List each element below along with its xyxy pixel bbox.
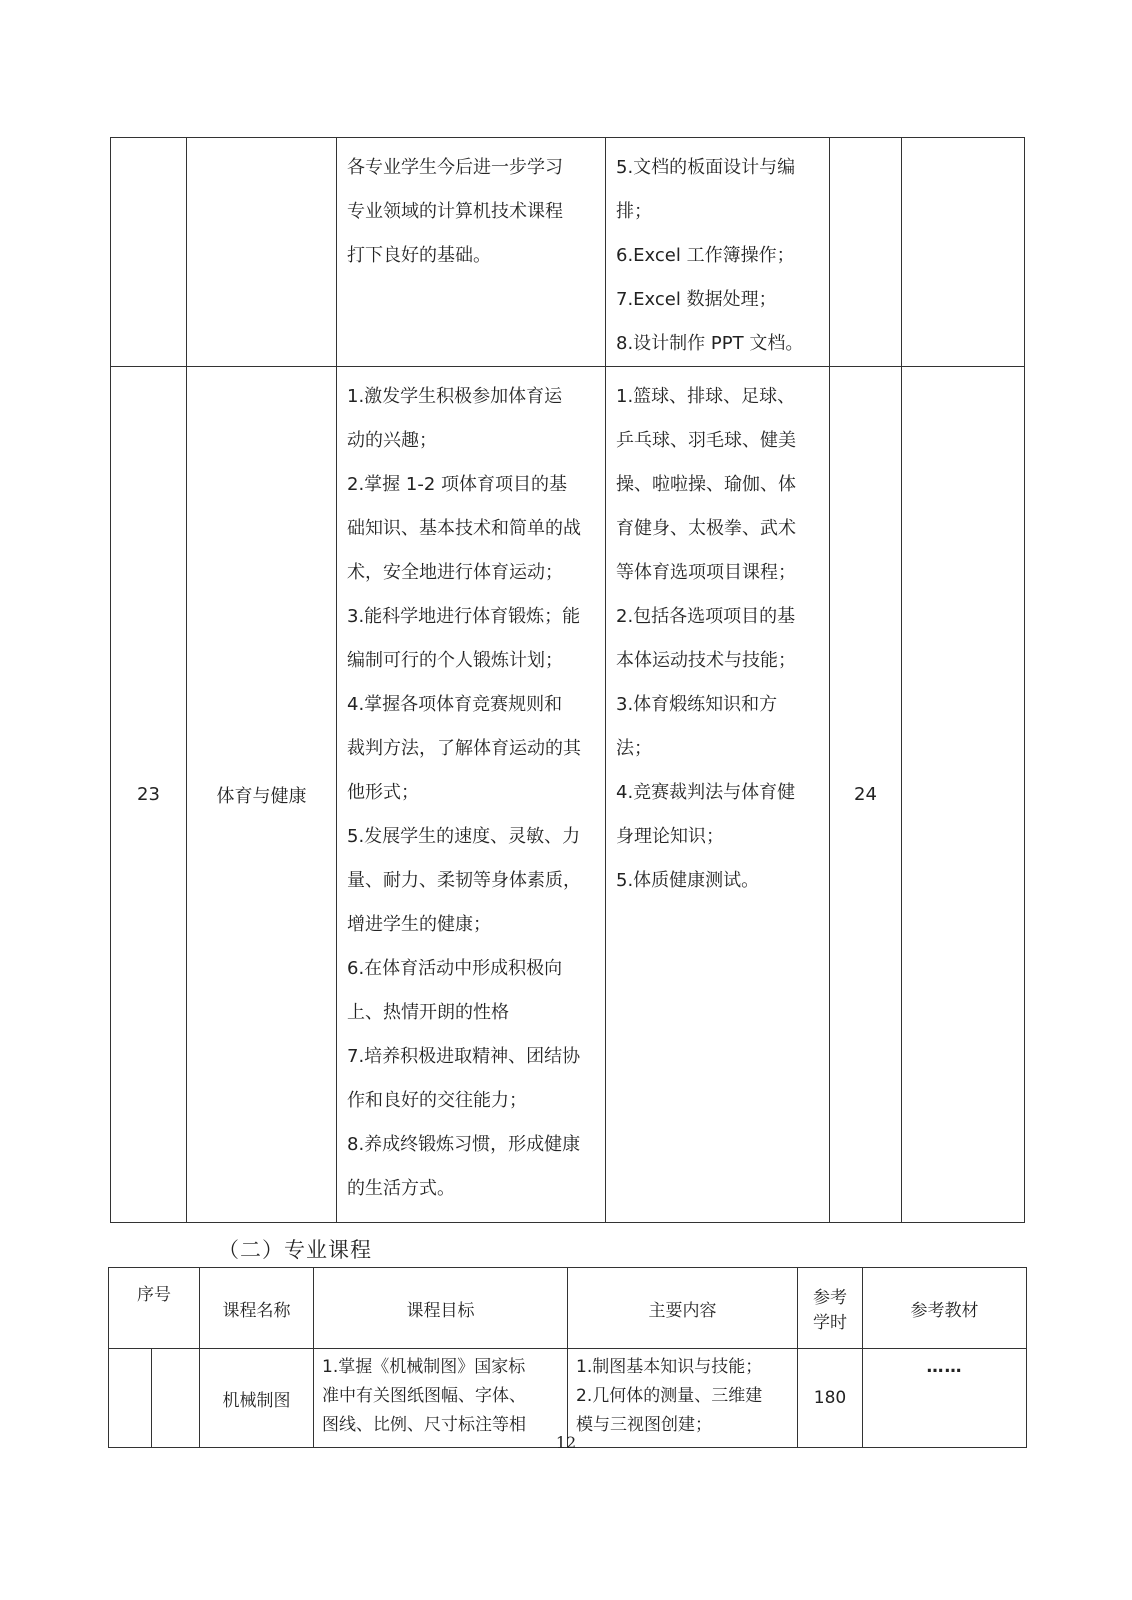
course-name-cell: 体育与健康 — [187, 367, 337, 1223]
text-line: 1.篮球、排球、足球、 — [616, 386, 796, 407]
text-line: 1.激发学生积极参加体育运 — [347, 386, 563, 407]
text-line: 3.体育煅练知识和方 — [616, 694, 778, 715]
table-header-row — [109, 1268, 1027, 1349]
text-line: 等体育选项项目课程； — [616, 562, 796, 583]
text-line: 模与三视图创建； — [576, 1415, 712, 1435]
text-line: 动的兴趣； — [347, 430, 437, 451]
header-hours-line2: 学时 — [813, 1313, 847, 1333]
text-line: 打下良好的基础。 — [347, 245, 491, 266]
text-line: 乒乓球、羽毛球、健美 — [616, 430, 796, 451]
content-cell — [606, 138, 830, 367]
hours-cell: 24 — [830, 367, 902, 1223]
text-line: 2.包括各选项项目的基 — [616, 606, 796, 627]
table-row — [111, 367, 1025, 1223]
goal-cell — [337, 367, 606, 1223]
content-cell — [606, 367, 830, 1223]
text-line: 5.体质健康测试。 — [616, 870, 760, 891]
text-line: 5.发展学生的速度、灵敏、力 — [347, 826, 581, 847]
hours-cell: 180 — [798, 1349, 863, 1448]
text-line: 专业领域的计算机技术课程 — [347, 201, 563, 222]
header-seq: 序号 — [109, 1268, 200, 1349]
text-line: 裁判方法，了解体育运动的其 — [347, 738, 581, 759]
textbook-cell — [902, 367, 1025, 1223]
header-hours-line1: 参考 — [813, 1288, 847, 1308]
text-line: 育健身、太极拳、武术 — [616, 518, 796, 539]
text-line: 5.文档的板面设计与编 — [616, 157, 796, 178]
text-line: 1.掌握《机械制图》国家标 — [322, 1357, 526, 1377]
text-line: 作和良好的交往能力； — [347, 1090, 527, 1111]
text-line: 1.制图基本知识与技能； — [576, 1357, 763, 1377]
table-row — [111, 138, 1025, 367]
goal-cell — [337, 138, 606, 367]
textbook-cell: …… — [863, 1349, 1027, 1448]
text-line: 的生活方式。 — [347, 1178, 455, 1199]
text-line: 术，安全地进行体育运动； — [347, 562, 563, 583]
text-line: 量、耐力、柔韧等身体素质， — [347, 870, 581, 891]
text-line: 编制可行的个人锻炼计划； — [347, 650, 563, 671]
course-table-professional — [108, 1267, 1027, 1448]
text-line: 础知识、基本技术和简单的战 — [347, 518, 581, 539]
page-number: 12 — [555, 1433, 577, 1452]
text-line: 8.设计制作 PPT 文档。 — [616, 333, 804, 354]
text-line: 法； — [616, 738, 652, 759]
text-line: 8.养成终锻炼习惯，形成健康 — [347, 1134, 581, 1155]
header-course: 课程名称 — [200, 1268, 314, 1349]
text-line: 3.能科学地进行体育锻炼；能 — [347, 606, 581, 627]
text-line: 6.Excel 工作簿操作； — [616, 245, 795, 266]
course-name-cell — [187, 138, 337, 367]
text-line: 2.几何体的测量、三维建 — [576, 1386, 763, 1406]
header-textbook: 参考教材 — [863, 1268, 1027, 1349]
header-hours — [798, 1268, 863, 1349]
hours-cell — [830, 138, 902, 367]
textbook-cell — [902, 138, 1025, 367]
text-line: 他形式； — [347, 782, 419, 803]
text-line: 准中有关图纸图幅、字体、 — [322, 1386, 526, 1406]
text-line: 操、啦啦操、瑜伽、体 — [616, 474, 796, 495]
section-title: （二）专业课程 — [218, 1238, 372, 1262]
seq-cell: 23 — [111, 367, 187, 1223]
text-line: 图线、比例、尺寸标注等相 — [322, 1415, 526, 1435]
text-line: 7.Excel 数据处理； — [616, 289, 777, 310]
course-table-general — [110, 137, 1025, 1223]
text-line: 排； — [616, 201, 652, 222]
text-line: 各专业学生今后进一步学习 — [347, 157, 563, 178]
text-line: 6.在体育活动中形成积极向 — [347, 958, 563, 979]
text-line: 本体运动技术与技能； — [616, 650, 796, 671]
header-goal: 课程目标 — [314, 1268, 568, 1349]
text-line: 增进学生的健康； — [347, 914, 491, 935]
course-name-cell: 机械制图 — [200, 1349, 314, 1448]
text-line: 2.掌握 1-2 项体育项目的基 — [347, 474, 568, 495]
text-line: 4.竞赛裁判法与体育健 — [616, 782, 796, 803]
seq-cell — [111, 138, 187, 367]
text-line: 4.掌握各项体育竞赛规则和 — [347, 694, 563, 715]
text-line: 上、热情开朗的性格 — [347, 1002, 509, 1023]
header-content: 主要内容 — [568, 1268, 798, 1349]
text-line: 7.培养积极进取精神、团结协 — [347, 1046, 581, 1067]
text-line: 身理论知识； — [616, 826, 724, 847]
